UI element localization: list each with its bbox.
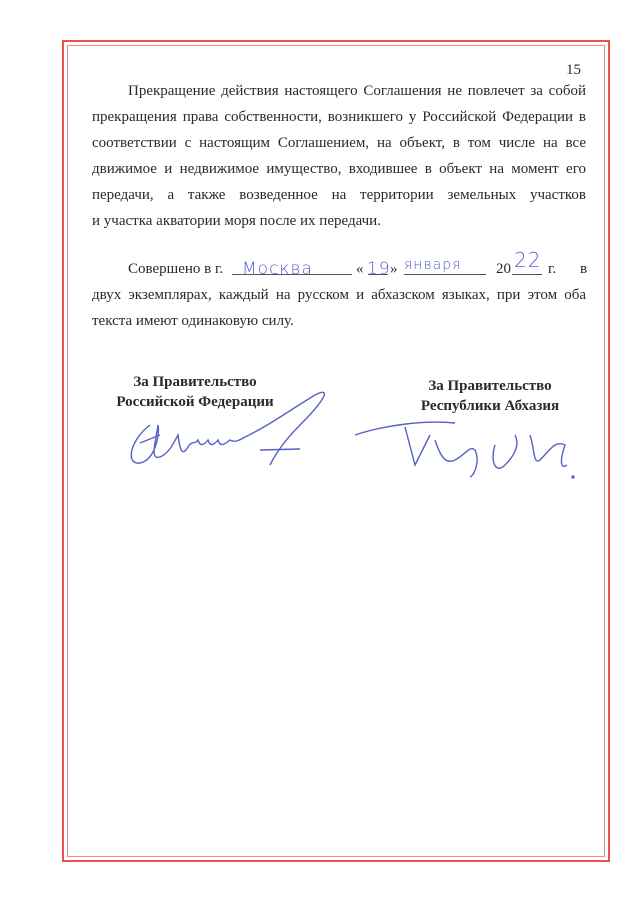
page-number: 15 (566, 62, 581, 78)
handwritten-year: 22 (514, 248, 542, 272)
signatory-label: За Правительство (133, 374, 257, 390)
signing-prefix: Совершено в г. (128, 261, 224, 277)
signing-line: двух экземплярах, каждый на русском и абхазском языках, при этом оба (92, 287, 586, 303)
termination-paragraph (92, 78, 586, 234)
signatory-country: Российской Федерации (116, 394, 274, 410)
paragraph-line: Прекращение действия настоящего Соглашения не повлечет за собой (128, 83, 586, 99)
signature-abkhazia (345, 405, 585, 485)
paragraph-line: соответствии с настоящим Соглашением, на объект, в том числе на все (92, 135, 586, 151)
paragraph-line: прекращения права собственности, возникшего у Российской Федерации в (92, 109, 586, 125)
handwritten-month: января (404, 257, 462, 273)
paragraph-line: и участка акватории моря после их передачи. (92, 213, 381, 229)
paragraph-line: движимое и недвижимое имущество, входившее в объект на момент его (92, 161, 586, 177)
year-blank (512, 274, 542, 275)
signatory-country: Республики Абхазия (420, 398, 560, 414)
signing-line: текста имеют одинаковую силу. (92, 313, 294, 329)
signatory-label: За Правительство (428, 378, 552, 394)
handwritten-day: 19 (367, 259, 391, 279)
year-label: г. (548, 261, 557, 277)
paragraph-line: передачи, а также возведенное на территории земельных участков (92, 187, 586, 203)
signing-paragraph (92, 248, 588, 334)
quote-close: » (390, 261, 398, 277)
quote-open: « (356, 261, 364, 277)
handwritten-city: Москва (242, 259, 313, 279)
in-word: в (580, 261, 588, 277)
signature-russia (120, 385, 350, 485)
year-prefix: 20 (496, 261, 511, 277)
